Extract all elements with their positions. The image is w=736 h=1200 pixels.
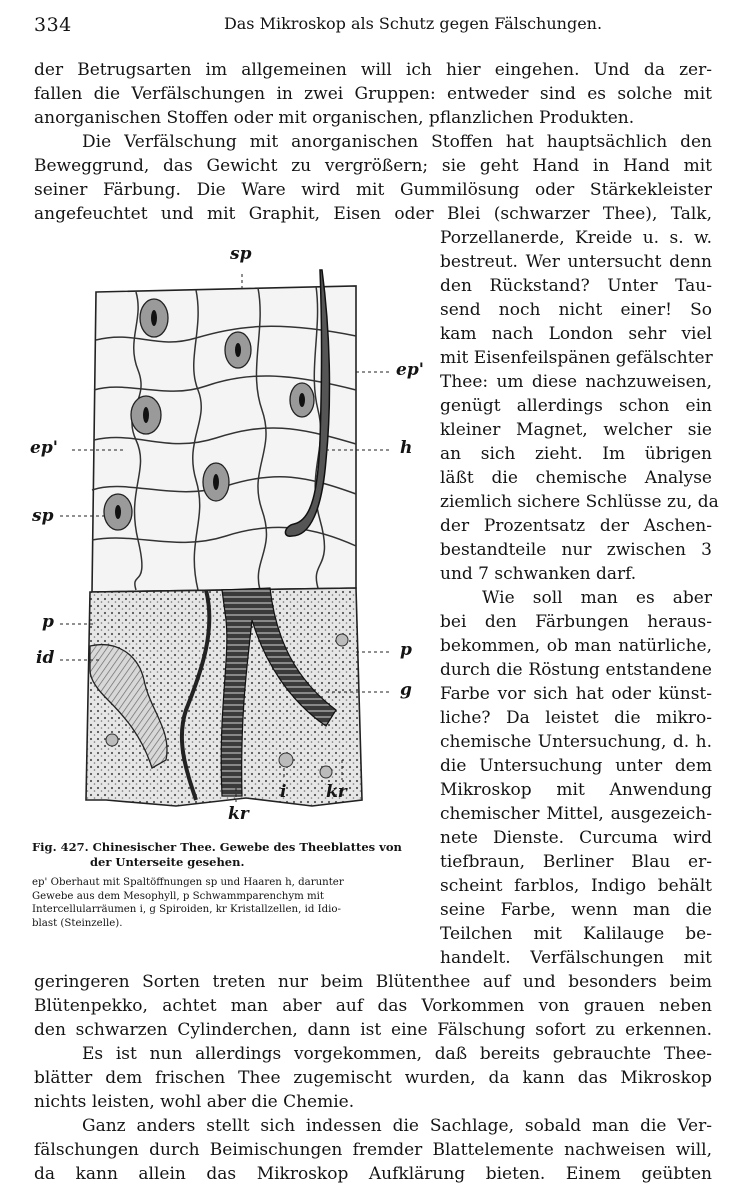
label-ep-right: ep' (396, 360, 424, 380)
column-line: Wie soll man es aber (482, 588, 712, 608)
column-line: an sich zieht. Im übrigen (440, 444, 712, 464)
caption-title-line: der Unterseite gesehen. (90, 855, 245, 869)
label-p-right: p (400, 640, 412, 660)
caption-line: ep' Oberhaut mit Spaltöffnungen sp und Haaren h, darunter (32, 877, 344, 888)
label-ep-left: ep' (30, 438, 58, 458)
column-line: den Rückstand? Unter Tau- (440, 276, 712, 296)
column-line: bei den Färbungen heraus- (440, 612, 712, 632)
label-kr-left: kr (228, 804, 249, 824)
label-id: id (36, 648, 55, 668)
label-sp-top: sp (230, 244, 252, 264)
tea-leaf-tissue-figure (26, 240, 434, 830)
body-line: Die Verfälschung mit anorganischen Stoffen hat hauptsächlich den (82, 132, 712, 152)
label-kr-right: kr (326, 782, 347, 802)
body-line: fallen die Verfälschungen in zwei Gruppen: entweder sind es solche mit (34, 84, 712, 104)
column-line: chemische Untersuchung, d. h. (440, 732, 712, 752)
body-line: Es ist nun allerdings vorgekommen, daß bereits gebrauchte Thee- (82, 1044, 712, 1064)
label-i: i (280, 782, 287, 802)
column-line: bestandteile nur zwischen 3 (440, 540, 712, 560)
column-line: nete Dienste. Curcuma wird (440, 828, 712, 848)
micrograph-illustration (26, 240, 434, 830)
label-sp-left: sp (32, 506, 54, 526)
column-line: ziemlich sichere Schlüsse zu, da (440, 492, 719, 512)
column-line: die Untersuchung unter dem (440, 756, 712, 776)
column-line: mit Eisenfeilspänen gefälschter (440, 348, 713, 368)
column-line: liche? Da leistet die mikro- (440, 708, 712, 728)
body-line: nichts leisten, wohl aber die Chemie. (34, 1092, 355, 1112)
column-line: bekommen, ob man natürliche, (440, 636, 712, 656)
column-line: Porzellanerde, Kreide u. s. w. (440, 228, 712, 248)
mesophyll-layer (86, 588, 362, 806)
column-line: Mikroskop mit Anwendung (440, 780, 712, 800)
body-line: den schwarzen Cylinderchen, dann ist eine Fälschung sofort zu erkennen. (34, 1020, 712, 1040)
body-line: geringeren Sorten treten nur beim Blütenthee auf und besonders beim (34, 972, 712, 992)
body-line: blätter dem frischen Thee zugemischt wurden, da kann das Mikroskop (34, 1068, 712, 1088)
column-line: handelt. Verfälschungen mit (440, 948, 712, 968)
column-line: Teilchen mit Kalilauge be- (440, 924, 712, 944)
column-line: kleiner Magnet, welcher sie (440, 420, 712, 440)
column-line: chemischer Mittel, ausgezeich- (440, 804, 712, 824)
caption-line: Gewebe aus dem Mesophyll, p Schwammparenchym mit (32, 890, 325, 902)
column-line: bestreut. Wer untersucht denn (440, 252, 712, 272)
body-line: fälschungen durch Beimischungen fremder Blattelemente nachweisen will, (34, 1140, 712, 1160)
column-line: Thee: um diese nachzuweisen, (440, 372, 712, 392)
column-line: genügt allerdings schon ein (440, 396, 712, 416)
body-line: Ganz anders stellt sich indessen die Sachlage, sobald man die Ver- (82, 1116, 712, 1136)
figure-caption-body (32, 876, 430, 930)
label-h: h (400, 438, 413, 458)
column-line: tiefbraun, Berliner Blau er- (440, 852, 712, 872)
figure-caption-title (32, 840, 428, 870)
epidermis-layer (92, 270, 356, 592)
body-line: Beweggrund, das Gewicht zu vergrößern; sie geht Hand in Hand mit (34, 156, 712, 176)
column-line: durch die Röstung entstandene (440, 660, 712, 680)
body-line: angefeuchtet und mit Graphit, Eisen oder Blei (schwarzer Thee), Talk, (34, 204, 712, 224)
body-line: der Betrugsarten im allgemeinen will ich hier eingehen. Und da zer- (34, 60, 712, 80)
column-line: der Prozentsatz der Aschen- (440, 516, 712, 536)
body-line: da kann allein das Mikroskop Aufklärung bieten. Einem geübten (34, 1164, 712, 1184)
body-line: seiner Färbung. Die Ware wird mit Gummilösung oder Stärkekleister (34, 180, 712, 200)
column-line: Farbe vor sich hat oder künst- (440, 684, 712, 704)
caption-title-line: Fig. 427. Chinesischer Thee. Gewebe des Theeblattes von (32, 840, 402, 854)
caption-line: blast (Steinzelle). (32, 917, 123, 929)
body-line: Blütenpekko, achtet man aber auf das Vorkommen von grauen neben (34, 996, 712, 1016)
column-line: läßt die chemische Analyse (440, 468, 712, 488)
column-line: seine Farbe, wenn man die (440, 900, 712, 920)
column-line: send noch nicht einer! So (440, 300, 712, 320)
column-line: kam nach London sehr viel (440, 324, 712, 344)
page-number: 334 (34, 14, 72, 36)
label-g: g (400, 680, 412, 700)
column-line: scheint farblos, Indigo behält (440, 876, 712, 896)
label-p-left: p (42, 612, 54, 632)
column-line: und 7 schwanken darf. (440, 564, 637, 584)
caption-line: Intercellularräumen i, g Spiroiden, kr Kristallzellen, id Idio- (32, 904, 341, 915)
body-line: anorganischen Stoffen oder mit organischen, pflanzlichen Produkten. (34, 108, 635, 128)
running-title: Das Mikroskop als Schutz gegen Fälschungen. (223, 14, 603, 33)
